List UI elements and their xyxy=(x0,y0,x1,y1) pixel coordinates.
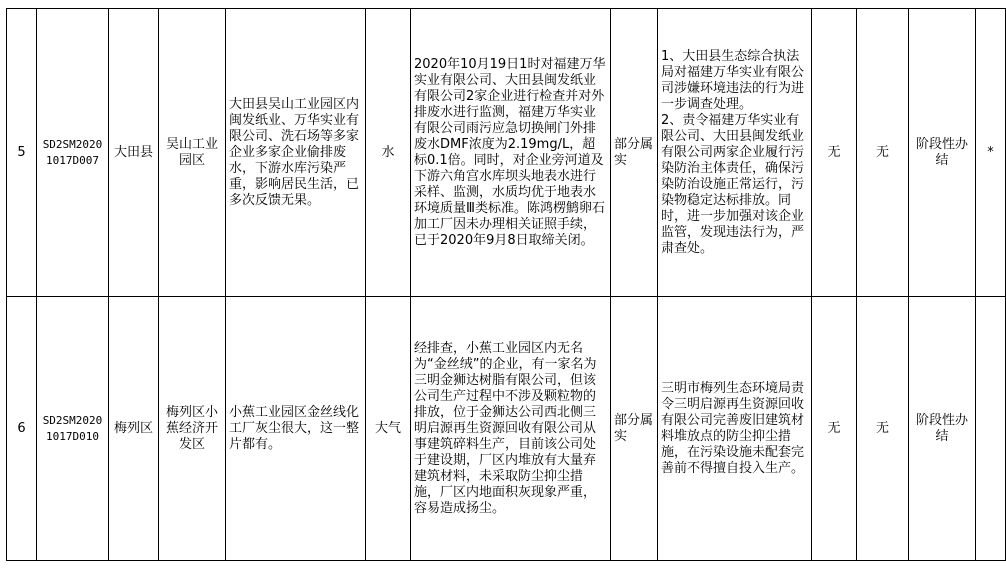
county-cell: 大田县 xyxy=(109,9,159,297)
status-cell: 阶段性办结 xyxy=(909,297,976,561)
complaint-cell: 大田县吴山工业园区内闽发纸业、万华实业有限公司、洗石场等多家企业多家企业偷排废水，下游水库污染严重，影响居民生活，已多次反馈无果。 xyxy=(226,9,366,297)
case-code: SD2SM20201017D010 xyxy=(37,297,109,561)
accountability-cell: 无 xyxy=(857,297,909,561)
area-cell: 梅列区小蕉经济开发区 xyxy=(159,297,226,561)
pollution-type-cell: 大气 xyxy=(366,297,411,561)
table-row xyxy=(7,9,1006,297)
county-cell: 梅列区 xyxy=(109,297,159,561)
complaint-cell: 小蕉工业园区金丝线化工厂灰尘很大，这一整片都有。 xyxy=(226,297,366,561)
case-code: SD2SM20201017D007 xyxy=(37,9,109,297)
complaint-table xyxy=(6,8,1006,561)
row-number: 5 xyxy=(7,9,37,297)
table-row xyxy=(7,297,1006,561)
mark-cell xyxy=(976,297,1006,561)
investigation-cell: 2020年10月19日1时对福建万华实业有限公司、大田县闽发纸业有限公司2家企业进行检查并对外排废水进行监测，福建万华实业有限公司雨污应急切换闸门外排废水DMF浓度为2.19mg/L，超标0.1倍。同时，对企业旁河道及下游六角宫水库坝头地表水进行采样、监测，水质均优于地表水环境质量Ⅲ类标准。陈鸿楞鹪卵石加工厂因未办理相关证照手续，已于2020年9月8日取缔关闭。 xyxy=(411,9,611,297)
pollution-type-cell: 水 xyxy=(366,9,411,297)
penalty-cell: 无 xyxy=(812,297,857,561)
penalty-cell: 无 xyxy=(812,9,857,297)
mark-cell: * xyxy=(976,9,1006,297)
handling-cell: 三明市梅列生态环境局责令三明启源再生资源回收有限公司完善废旧建筑材料堆放点的防尘抑尘措施，在污染设施未配套完善前不得擅自投入生产。 xyxy=(658,297,812,561)
row-number: 6 xyxy=(7,297,37,561)
accountability-cell: 无 xyxy=(857,9,909,297)
investigation-cell: 经排查，小蕉工业园区内无名为“金丝绒”的企业，有一家名为三明金狮达树脂有限公司，但该公司生产过程中不涉及颗粒物的排放，位于金狮达公司西北侧三明启源再生资源回收有限公司从事建筑碎料生产，目前该公司处于建设期，厂区内堆放有大量弃建筑材料，未采取防尘抑尘措施，厂区内地面积灰现象严重，容易造成扬尘。 xyxy=(411,297,611,561)
area-cell: 吴山工业园区 xyxy=(159,9,226,297)
verdict-cell: 部分属实 xyxy=(611,9,658,297)
handling-cell: 1、大田县生态综合执法局对福建万华实业有限公司涉嫌环境违法的行为进一步调查处理。 2、责令福建万华实业有限公司、大田县闽发纸业有限公司两家企业履行污染防治主体责任，确保污染防治设施正常运行，污染物稳定达标排放。同时，进一步加强对该企业监管，发现违法行为，严肃查处。 xyxy=(658,9,812,297)
verdict-cell: 部分属实 xyxy=(611,297,658,561)
status-cell: 阶段性办结 xyxy=(909,9,976,297)
